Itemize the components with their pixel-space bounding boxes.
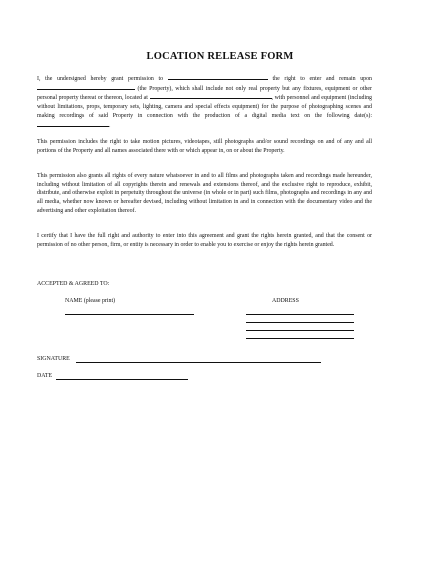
date-label: DATE xyxy=(37,373,53,379)
name-line[interactable] xyxy=(65,314,194,315)
para1-part-a: I, the undersigned hereby grant permission to xyxy=(37,76,164,82)
address-label: ADDRESS xyxy=(272,298,299,304)
para1-part-e: . xyxy=(109,122,111,129)
accepted-label: ACCEPTED & AGREED TO: xyxy=(37,281,110,287)
signature-label: SIGNATURE xyxy=(37,356,70,362)
name-label: NAME (please print) xyxy=(65,298,116,304)
address-line-2[interactable] xyxy=(246,322,354,323)
rights-paragraph: This permission includes the right to take motion pictures, videotapes, still photographs and/or sound recordings on and of any and all portions of the Property and all names associated there with or which appear in, on or about the Property. xyxy=(37,139,372,154)
para1-part-b: the right to enter and remain upon xyxy=(272,76,373,82)
address-line-1[interactable] xyxy=(246,314,354,315)
address-line-3[interactable] xyxy=(246,330,354,331)
form-title: LOCATION RELEASE FORM xyxy=(146,51,294,62)
address-line-4[interactable] xyxy=(246,338,354,339)
location-blank[interactable] xyxy=(150,93,272,99)
grantee-blank[interactable] xyxy=(168,74,268,80)
property-blank[interactable] xyxy=(37,84,135,90)
para1-part-c: (the Property), which shall include not only real property but any fixtures, equipment or other personal property thereat or thereon, located at xyxy=(37,85,372,102)
date-line[interactable] xyxy=(56,379,188,380)
dates-blank[interactable] xyxy=(37,121,109,127)
permission-paragraph xyxy=(37,74,372,130)
signature-line[interactable] xyxy=(76,362,321,363)
certify-paragraph: I certify that I have the full right and authority to enter into this agreement and grant the rights herein granted, and that the consent or permission of no other person, firm, or entity is necessary in order to enable you to exercise or enjoy the rights herein granted. xyxy=(37,233,372,248)
para1-part-d: , with personnel and equipment (including without limitations, props, temporary sets, lighting, camera and special effects equipment) for the purpose of photographing scenes and making recordings of said Property in connection with the production of a digital media text on the following date(s): xyxy=(37,95,372,119)
grants-paragraph: This permission also grants all rights of every nature whatsoever in and to all films and photographs taken and recordings made hereunder, including without limitation of all copyrights therein and renewals and extensions thereof, and the exclusive right to reproduce, exhibit, distribute, and otherwise exploit in perpetuity throughout the universe (in whole or in part) such films, photographs and recordings in any and all media, whether now known or hereafter devised, including without limitation in and in connection with the documentary video and the advertising and other exploitation thereof. xyxy=(37,173,372,214)
